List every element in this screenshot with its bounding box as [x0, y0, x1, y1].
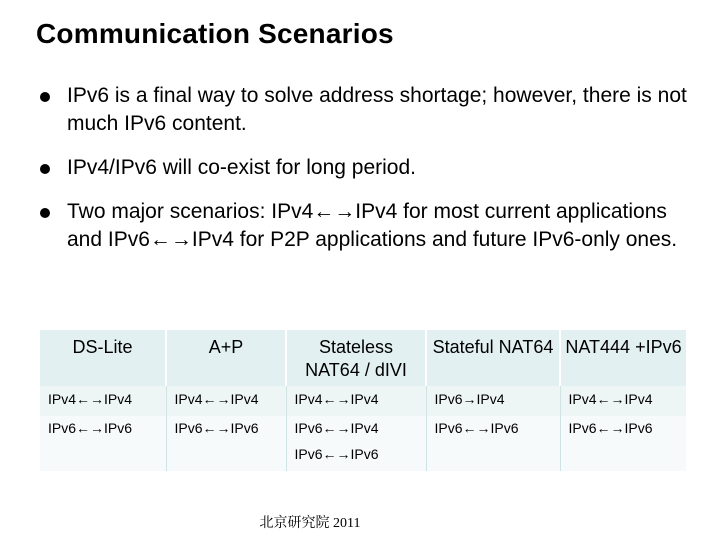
- bullet-item: [36, 154, 706, 182]
- cell-line: IPv6←→IPv4: [294, 420, 379, 436]
- header-nat444: NAT444 +IPv6: [560, 330, 686, 386]
- scenario-table: [40, 330, 686, 471]
- table-cell: [166, 416, 286, 471]
- table-row: [40, 416, 686, 471]
- cell-line: IPv6←→IPv6: [174, 420, 259, 436]
- table-cell: [286, 416, 426, 471]
- footer-text: 北京研究院 2011: [259, 516, 361, 531]
- cell-line: IPv6←→IPv6: [48, 420, 133, 436]
- bullet-dot-icon: [40, 208, 50, 218]
- table-cell: IPv4←→IPv4: [286, 386, 426, 416]
- cell-line: IPv6←→IPv6: [568, 420, 653, 436]
- bullet-dot-icon: [40, 164, 50, 174]
- header-ds-lite: DS-Lite: [40, 330, 166, 386]
- cell-line: IPv6←→IPv6: [294, 446, 379, 462]
- bullet-item: [36, 82, 706, 138]
- table-cell: IPv4←→IPv4: [166, 386, 286, 416]
- bullet-text: IPv4/IPv6 will co-exist for long period.: [67, 156, 416, 179]
- table-row: [40, 386, 686, 416]
- table-cell: [426, 416, 560, 471]
- table-cell: IPv6→IPv4: [426, 386, 560, 416]
- header-stateful-nat64: Stateful NAT64: [426, 330, 560, 386]
- table-cell: [40, 416, 166, 471]
- table-cell: [560, 416, 686, 471]
- bullet-dot-icon: [40, 92, 50, 102]
- table-cell: IPv4←→IPv4: [560, 386, 686, 416]
- cell-line: IPv6←→IPv6: [434, 420, 519, 436]
- bullet-list: [36, 82, 706, 270]
- bullet-text: Two major scenarios: IPv4←→IPv4 for most current applications and IPv6←→IPv4 for P2P applications and future IPv6-only ones.: [67, 200, 678, 251]
- table-cell: IPv4←→IPv4: [40, 386, 166, 416]
- table-header-row: [40, 330, 686, 386]
- header-stateless-nat64: Stateless NAT64 / dIVI: [286, 330, 426, 386]
- bullet-item: [36, 198, 706, 254]
- slide-title: Communication Scenarios: [36, 18, 394, 49]
- header-a-plus-p: A+P: [166, 330, 286, 386]
- bullet-text: IPv6 is a final way to solve address shortage; however, there is not much IPv6 content.: [67, 84, 687, 135]
